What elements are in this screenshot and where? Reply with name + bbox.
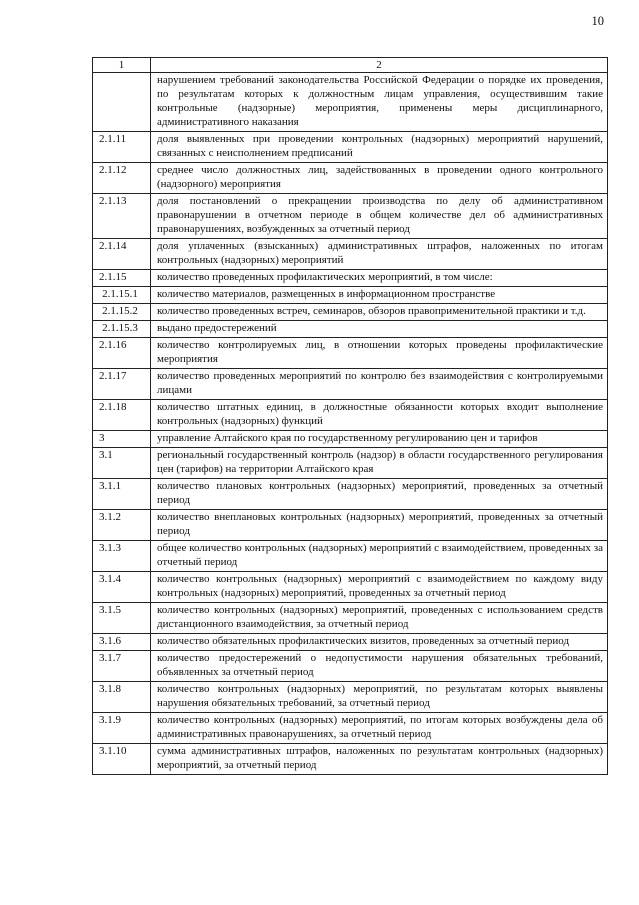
row-text: нарушением требований законодательства Российской Федерации о порядке их проведения, по результатам которых к должностным лицам управления, осуществившим такие контрольные (надзорные) мероприятия, применены меры дисциплинарного, административного наказания (151, 73, 608, 132)
table-row (93, 634, 608, 651)
table-row (93, 287, 608, 304)
row-number: 2.1.15 (93, 270, 151, 287)
row-text: общее количество контрольных (надзорных) мероприятий с взаимодействием, проведенных за отчетный период (151, 541, 608, 572)
row-text: количество обязательных профилактических визитов, проведенных за отчетный период (151, 634, 608, 651)
table-row (93, 651, 608, 682)
row-text: выдано предостережений (151, 321, 608, 338)
header-col-1: 1 (93, 58, 151, 73)
row-number: 3.1.9 (93, 713, 151, 744)
table-row (93, 73, 608, 132)
row-number: 2.1.16 (93, 338, 151, 369)
row-text: среднее число должностных лиц, задействованных в проведении одного контрольного (надзорного) мероприятия (151, 163, 608, 194)
table-row (93, 304, 608, 321)
table-row (93, 400, 608, 431)
page-number: 10 (591, 14, 604, 28)
table-row (93, 744, 608, 775)
row-text: количество плановых контрольных (надзорных) мероприятий, проведенных за отчетный период (151, 479, 608, 510)
row-text: количество материалов, размещенных в информационном пространстве (151, 287, 608, 304)
row-number: 3.1.10 (93, 744, 151, 775)
row-number: 3.1.2 (93, 510, 151, 541)
row-text: сумма административных штрафов, наложенных по результатам контрольных (надзорных) мероприятий, за отчетный период (151, 744, 608, 775)
row-text: количество проведенных встреч, семинаров, обзоров правоприменительной практики и т.д. (151, 304, 608, 321)
row-number (93, 73, 151, 132)
row-text: количество проведенных мероприятий по контролю без взаимодействия с контролируемыми лицами (151, 369, 608, 400)
table-row (93, 448, 608, 479)
row-text: количество контролируемых лиц, в отношении которых проведены профилактические мероприятия (151, 338, 608, 369)
row-number: 3 (93, 431, 151, 448)
row-text: количество контрольных (надзорных) мероприятий, по итогам которых возбуждены дела об административных правонарушениях, за отчетный период (151, 713, 608, 744)
row-text: количество штатных единиц, в должностные обязанности которых входит выполнение контрольных (надзорных) функций (151, 400, 608, 431)
row-text: региональный государственный контроль (надзор) в области государственного регулирования цен (тарифов) на территории Алтайского края (151, 448, 608, 479)
row-number: 3.1.4 (93, 572, 151, 603)
row-text: доля выявленных при проведении контрольных (надзорных) мероприятий нарушений, связанных с неисполнением предписаний (151, 132, 608, 163)
table-row (93, 682, 608, 713)
table-row (93, 431, 608, 448)
indicators-table (92, 57, 608, 775)
row-number: 3.1.8 (93, 682, 151, 713)
table-row (93, 603, 608, 634)
row-number: 3.1.7 (93, 651, 151, 682)
table-row (93, 510, 608, 541)
row-number: 3.1.5 (93, 603, 151, 634)
row-text: количество проведенных профилактических мероприятий, в том числе: (151, 270, 608, 287)
row-number: 2.1.15.3 (93, 321, 151, 338)
row-number: 3.1.6 (93, 634, 151, 651)
table-row (93, 713, 608, 744)
table-row (93, 163, 608, 194)
table-row (93, 338, 608, 369)
row-number: 2.1.17 (93, 369, 151, 400)
row-number: 2.1.11 (93, 132, 151, 163)
table-row (93, 369, 608, 400)
row-number: 3.1.1 (93, 479, 151, 510)
row-text: количество контрольных (надзорных) мероприятий с взаимодействием по каждому виду контрольных (надзорных) мероприятий, проведенных за отчетный период (151, 572, 608, 603)
row-text: количество контрольных (надзорных) мероприятий, проведенных с использованием средств дистанционного взаимодействия, за отчетный период (151, 603, 608, 634)
table-row (93, 479, 608, 510)
table-header-row (93, 58, 608, 73)
row-text: управление Алтайского края по государственному регулированию цен и тарифов (151, 431, 608, 448)
row-number: 3.1.3 (93, 541, 151, 572)
table-row (93, 541, 608, 572)
row-number: 3.1 (93, 448, 151, 479)
table-row (93, 572, 608, 603)
row-text: доля уплаченных (взысканных) административных штрафов, наложенных по итогам контрольных (надзорных) мероприятий (151, 239, 608, 270)
row-text: доля постановлений о прекращении производства по делу об административном правонарушении в отчетном периоде в общем количестве дел об административных правонарушениях, возбужденных за отчетный период (151, 194, 608, 239)
row-number: 2.1.14 (93, 239, 151, 270)
row-number: 2.1.12 (93, 163, 151, 194)
row-number: 2.1.15.1 (93, 287, 151, 304)
row-number: 2.1.15.2 (93, 304, 151, 321)
table-row (93, 270, 608, 287)
table-row (93, 194, 608, 239)
row-text: количество предостережений о недопустимости нарушения обязательных требований, объявленных за отчетный период (151, 651, 608, 682)
table-row (93, 239, 608, 270)
row-text: количество внеплановых контрольных (надзорных) мероприятий, проведенных за отчетный период (151, 510, 608, 541)
row-number: 2.1.18 (93, 400, 151, 431)
row-number: 2.1.13 (93, 194, 151, 239)
header-col-2: 2 (151, 58, 608, 73)
table-row (93, 132, 608, 163)
table-row (93, 321, 608, 338)
row-text: количество контрольных (надзорных) мероприятий, по результатам которых выявлены нарушения обязательных требований, за отчетный период (151, 682, 608, 713)
